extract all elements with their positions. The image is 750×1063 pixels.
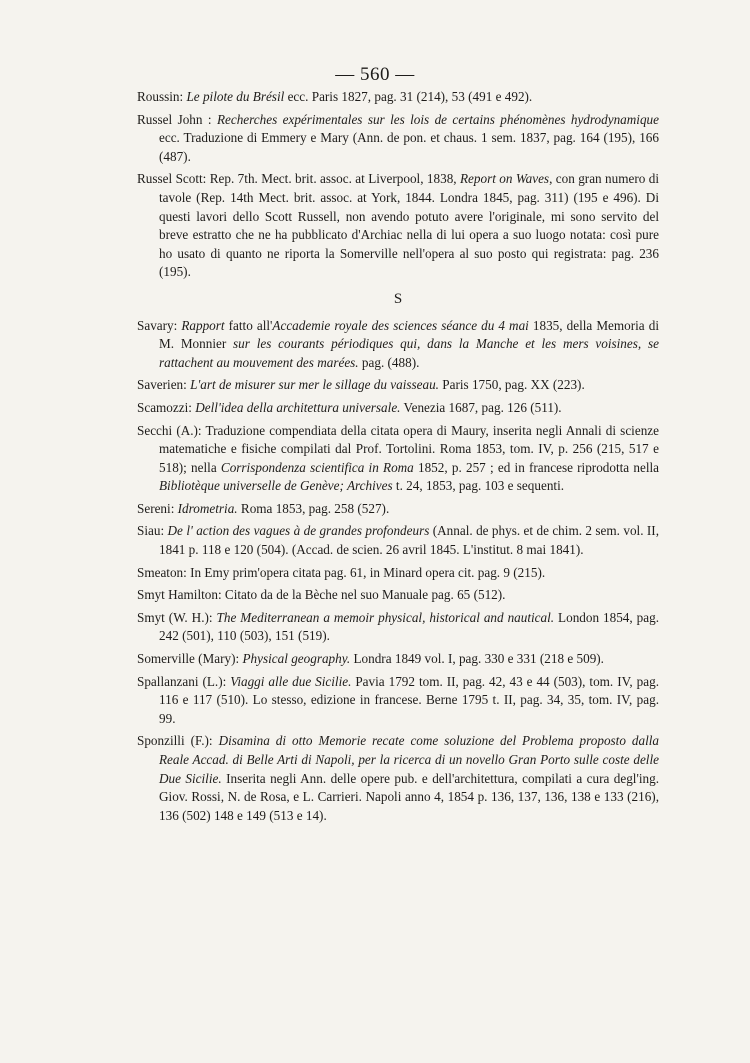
entry-title-text: The Mediterranean a memoir physical, historical and nautical. xyxy=(216,609,555,625)
bibliography-entry xyxy=(137,500,659,519)
entry-title-text: Report on Waves xyxy=(459,171,550,187)
entry-title-text: Recherches expérimentales sur les lois de certains phénomènes hydrodynamique xyxy=(216,111,660,127)
entry-title-text: Bibliotèque universelle de Genève; Archives xyxy=(159,478,393,494)
entry-text: , con gran numero di tavole (Rep. 14th Mect. brit. assoc. at York, 1844. Londra 1845, pag. 311) (195 e 496). Di questi lavori dello Scott Russell, non avendo potuto avere l'originale, mi sono servito del breve estratto che ne ha pubblicato d'Archiac nella di lui opera a suo luogo notata: così pure ho usato di quanto ne riporta la Somerville nell'opera al suo posto qui registrata: pag. 236 (195). xyxy=(159,171,659,280)
entry-text: Inserita negli Ann. delle opere pub. e dell'architettura, compilati a cura degl'ing. Giov. Rossi, N. de Rosa, e L. Carrieri. Napoli anno 4, 1854 p. 136, 137, 136, 138 e 133 (216), 136 (502) 148 e 149 (513 e 14). xyxy=(159,770,659,823)
entry-text: Venezia 1687, pag. 126 (511). xyxy=(400,399,562,415)
entry-text: Somerville (Mary): xyxy=(137,651,243,667)
bibliography-entry xyxy=(137,317,659,373)
entry-title-text: Accademie royale des sciences séance du 4 mai xyxy=(272,317,529,333)
entry-text: Pavia 1792 tom. II, pag. 42, 43 e 44 (503), tom. IV, pag. 116 e 117 (510). Lo stesso, edizione in francese. Berne 1795 t. II, pag. 34, 35, tom. IV, pag. 99. xyxy=(159,673,659,726)
entry-text: Smeaton: In Emy prim'opera citata pag. 61, in Minard opera cit. pag. 9 (215). xyxy=(137,564,546,580)
entry-text: fatto all' xyxy=(224,317,273,333)
section-letter-heading: S xyxy=(393,290,403,307)
entry-text: Paris 1750, pag. XX (223). xyxy=(438,377,585,393)
entry-text: Siau: xyxy=(137,523,168,539)
entry-title-text: L'art de misurer sur mer le sillage du vaisseau. xyxy=(190,377,439,393)
entry-title-text: Physical geography. xyxy=(242,651,351,667)
entry-text: Roma 1853, pag. 258 (527). xyxy=(237,500,390,516)
entry-text: Roussin: xyxy=(137,89,187,104)
entry-text: Saverien: xyxy=(137,377,191,393)
entry-text: ecc. Traduzione di Emmery e Mary (Ann. de pon. et chaus. 1 sem. 1837, pag. 164 (195), 166 (487). xyxy=(159,130,659,164)
entry-title-text: Corrispondenza scientifica in Roma xyxy=(220,459,414,475)
bibliography-list xyxy=(137,88,659,829)
entry-text: Sereni: xyxy=(137,500,178,516)
bibliography-entry xyxy=(137,586,659,605)
entry-title-text: Idrometria. xyxy=(177,500,238,516)
entry-text: Londra 1849 vol. I, pag. 330 e 331 (218 e 509). xyxy=(350,651,604,667)
bibliography-entry xyxy=(137,650,659,669)
entry-title-text: De l' action des vagues à de grandes profondeurs xyxy=(167,523,430,539)
page-number: — 560 — xyxy=(335,64,415,85)
entry-text: pag. (488). xyxy=(358,354,420,370)
entry-text: Scamozzi: xyxy=(137,399,196,415)
bibliography-entry xyxy=(137,170,659,282)
bibliography-entry xyxy=(137,399,659,418)
entry-title-text: Viaggi alle due Sicilie. xyxy=(230,673,352,689)
entries-s-group xyxy=(137,317,659,826)
entry-text: Sponzilli (F.): xyxy=(137,733,219,749)
entry-text: Smyt Hamilton: Citato da de la Bèche nel suo Manuale pag. 65 (512). xyxy=(137,587,506,603)
entry-text: (Annal. de phys. et de chim. 2 sem. vol. II, 1841 p. 118 e 120 (504). (Accad. de scien. 26 avril 1845. L'institut. 8 mai 1841). xyxy=(159,523,659,558)
bibliography-entry xyxy=(137,111,659,167)
bibliography-entry xyxy=(137,564,659,583)
entry-text: London 1854, pag. 242 (501), 110 (503), 151 (519). xyxy=(159,609,659,644)
entry-title-text: sur les courants périodiques qui, dans la Manche et les mers voisines, se rattachent au mouvement des marées. xyxy=(159,336,659,370)
bibliography-entry xyxy=(137,609,659,646)
bibliography-entry xyxy=(137,673,659,729)
bibliography-entry xyxy=(137,732,659,825)
entry-text: Secchi (A.): Traduzione compendiata della citata opera di Maury, inserita negli Annali di scienze matematiche e fisiche compilati dal Prof. Tortolini. Roma 1853, tom. IV, p. 256 (215, 517 e 518); nella xyxy=(137,422,659,475)
bibliography-entry xyxy=(137,376,659,395)
entry-text: Russel John : xyxy=(137,111,217,127)
entry-text: 1835, della Memoria di M. Monnier xyxy=(159,317,659,352)
entry-title-text: Rapport xyxy=(181,317,225,333)
entry-text: t. 24, 1853, pag. 103 e sequenti. xyxy=(392,478,565,494)
entry-text: 1852, p. 257 ; ed in francese riprodotta nella xyxy=(413,459,659,475)
bibliography-entry xyxy=(137,522,659,559)
entry-title-text: Dell'idea della architettura universale. xyxy=(195,399,401,415)
entry-text: Spallanzani (L.): xyxy=(137,673,231,689)
entry-title-text: Le pilote du Brésil xyxy=(186,89,285,104)
bibliography-entry xyxy=(137,88,659,107)
entry-title-text: Disamina di otto Memorie recate come soluzione del Problema proposto dalla Reale Accad. di Belle Arti di Napoli, per la ricerca di un novello Gran Porto sulle coste delle Due Sicilie. xyxy=(159,733,659,786)
entry-text: Smyt (W. H.): xyxy=(137,609,217,625)
entry-text: Russel Scott: Rep. 7th. Mect. brit. assoc. at Liverpool, 1838, xyxy=(137,171,460,187)
entries-r-group xyxy=(137,88,659,282)
entry-text: Savary: xyxy=(137,317,182,333)
entry-text: ecc. Paris 1827, pag. 31 (214), 53 (491 e 492). xyxy=(284,89,533,104)
bibliography-entry xyxy=(137,422,659,496)
